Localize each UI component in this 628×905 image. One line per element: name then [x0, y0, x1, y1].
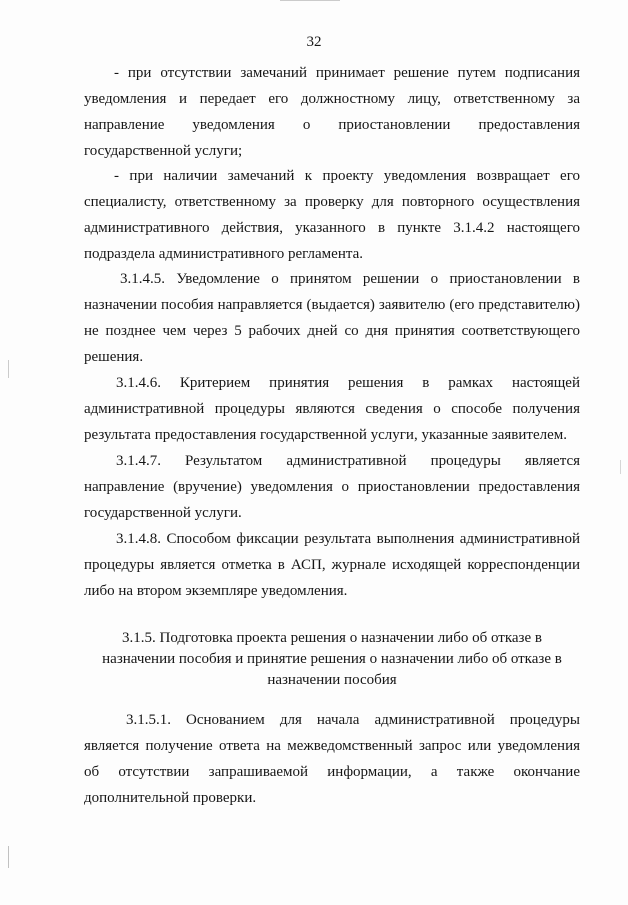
- paragraph-3-1-4-8: 3.1.4.8. Способом фиксации результата выполнения административной процедуры является отметка в АСП, журнале исходящей корреспонденции либо на втором экземпляре уведомления.: [84, 531, 580, 599]
- scan-artifact-right: [620, 460, 621, 474]
- scan-artifact-top: [280, 0, 340, 1]
- page-number: 32: [306, 34, 322, 50]
- paragraph-3-1-5-1: 3.1.5.1. Основанием для начала административной процедуры является получение ответа на межведомственный запрос или уведомления об отсутствии запрашиваемой информации, а также окончание дополнительной проверки.: [84, 712, 580, 806]
- paragraph-3-1-4-7: 3.1.4.7. Результатом административной процедуры является направление (вручение) уведомления о приостановлении предоставления государственной услуги.: [84, 453, 580, 521]
- paragraph-with-remarks: - при наличии замечаний к проекту уведомления возвращает его специалисту, ответственному за проверку для повторного осуществления административного действия, указанного в пункте 3.1.4.2 настоящего подраздела административного регламента.: [84, 168, 580, 262]
- scan-artifact-left-bottom: [8, 846, 9, 868]
- section-heading-3-1-5: 3.1.5. Подготовка проекта решения о назначении либо об отказе в назначении пособия и принятие решения о назначении либо об отказе в назначении пособия: [102, 630, 562, 688]
- paragraph-3-1-4-6: 3.1.4.6. Критерием принятия решения в рамках настоящей административной процедуры являются сведения о способе получения результата предоставления государственной услуги, указанные заявителем.: [84, 375, 580, 443]
- scan-artifact-left: [8, 360, 9, 378]
- paragraph-no-remarks: - при отсутствии замечаний принимает решение путем подписания уведомления и передает его должностному лицу, ответственному за направление уведомления о приостановлении предоставления государственной услуги;: [84, 65, 580, 159]
- paragraph-3-1-4-5: 3.1.4.5. Уведомление о принятом решении о приостановлении в назначении пособия направляется (выдается) заявителю (его представителю) не позднее чем через 5 рабочих дней со дня принятия соответствующего решения.: [84, 271, 580, 365]
